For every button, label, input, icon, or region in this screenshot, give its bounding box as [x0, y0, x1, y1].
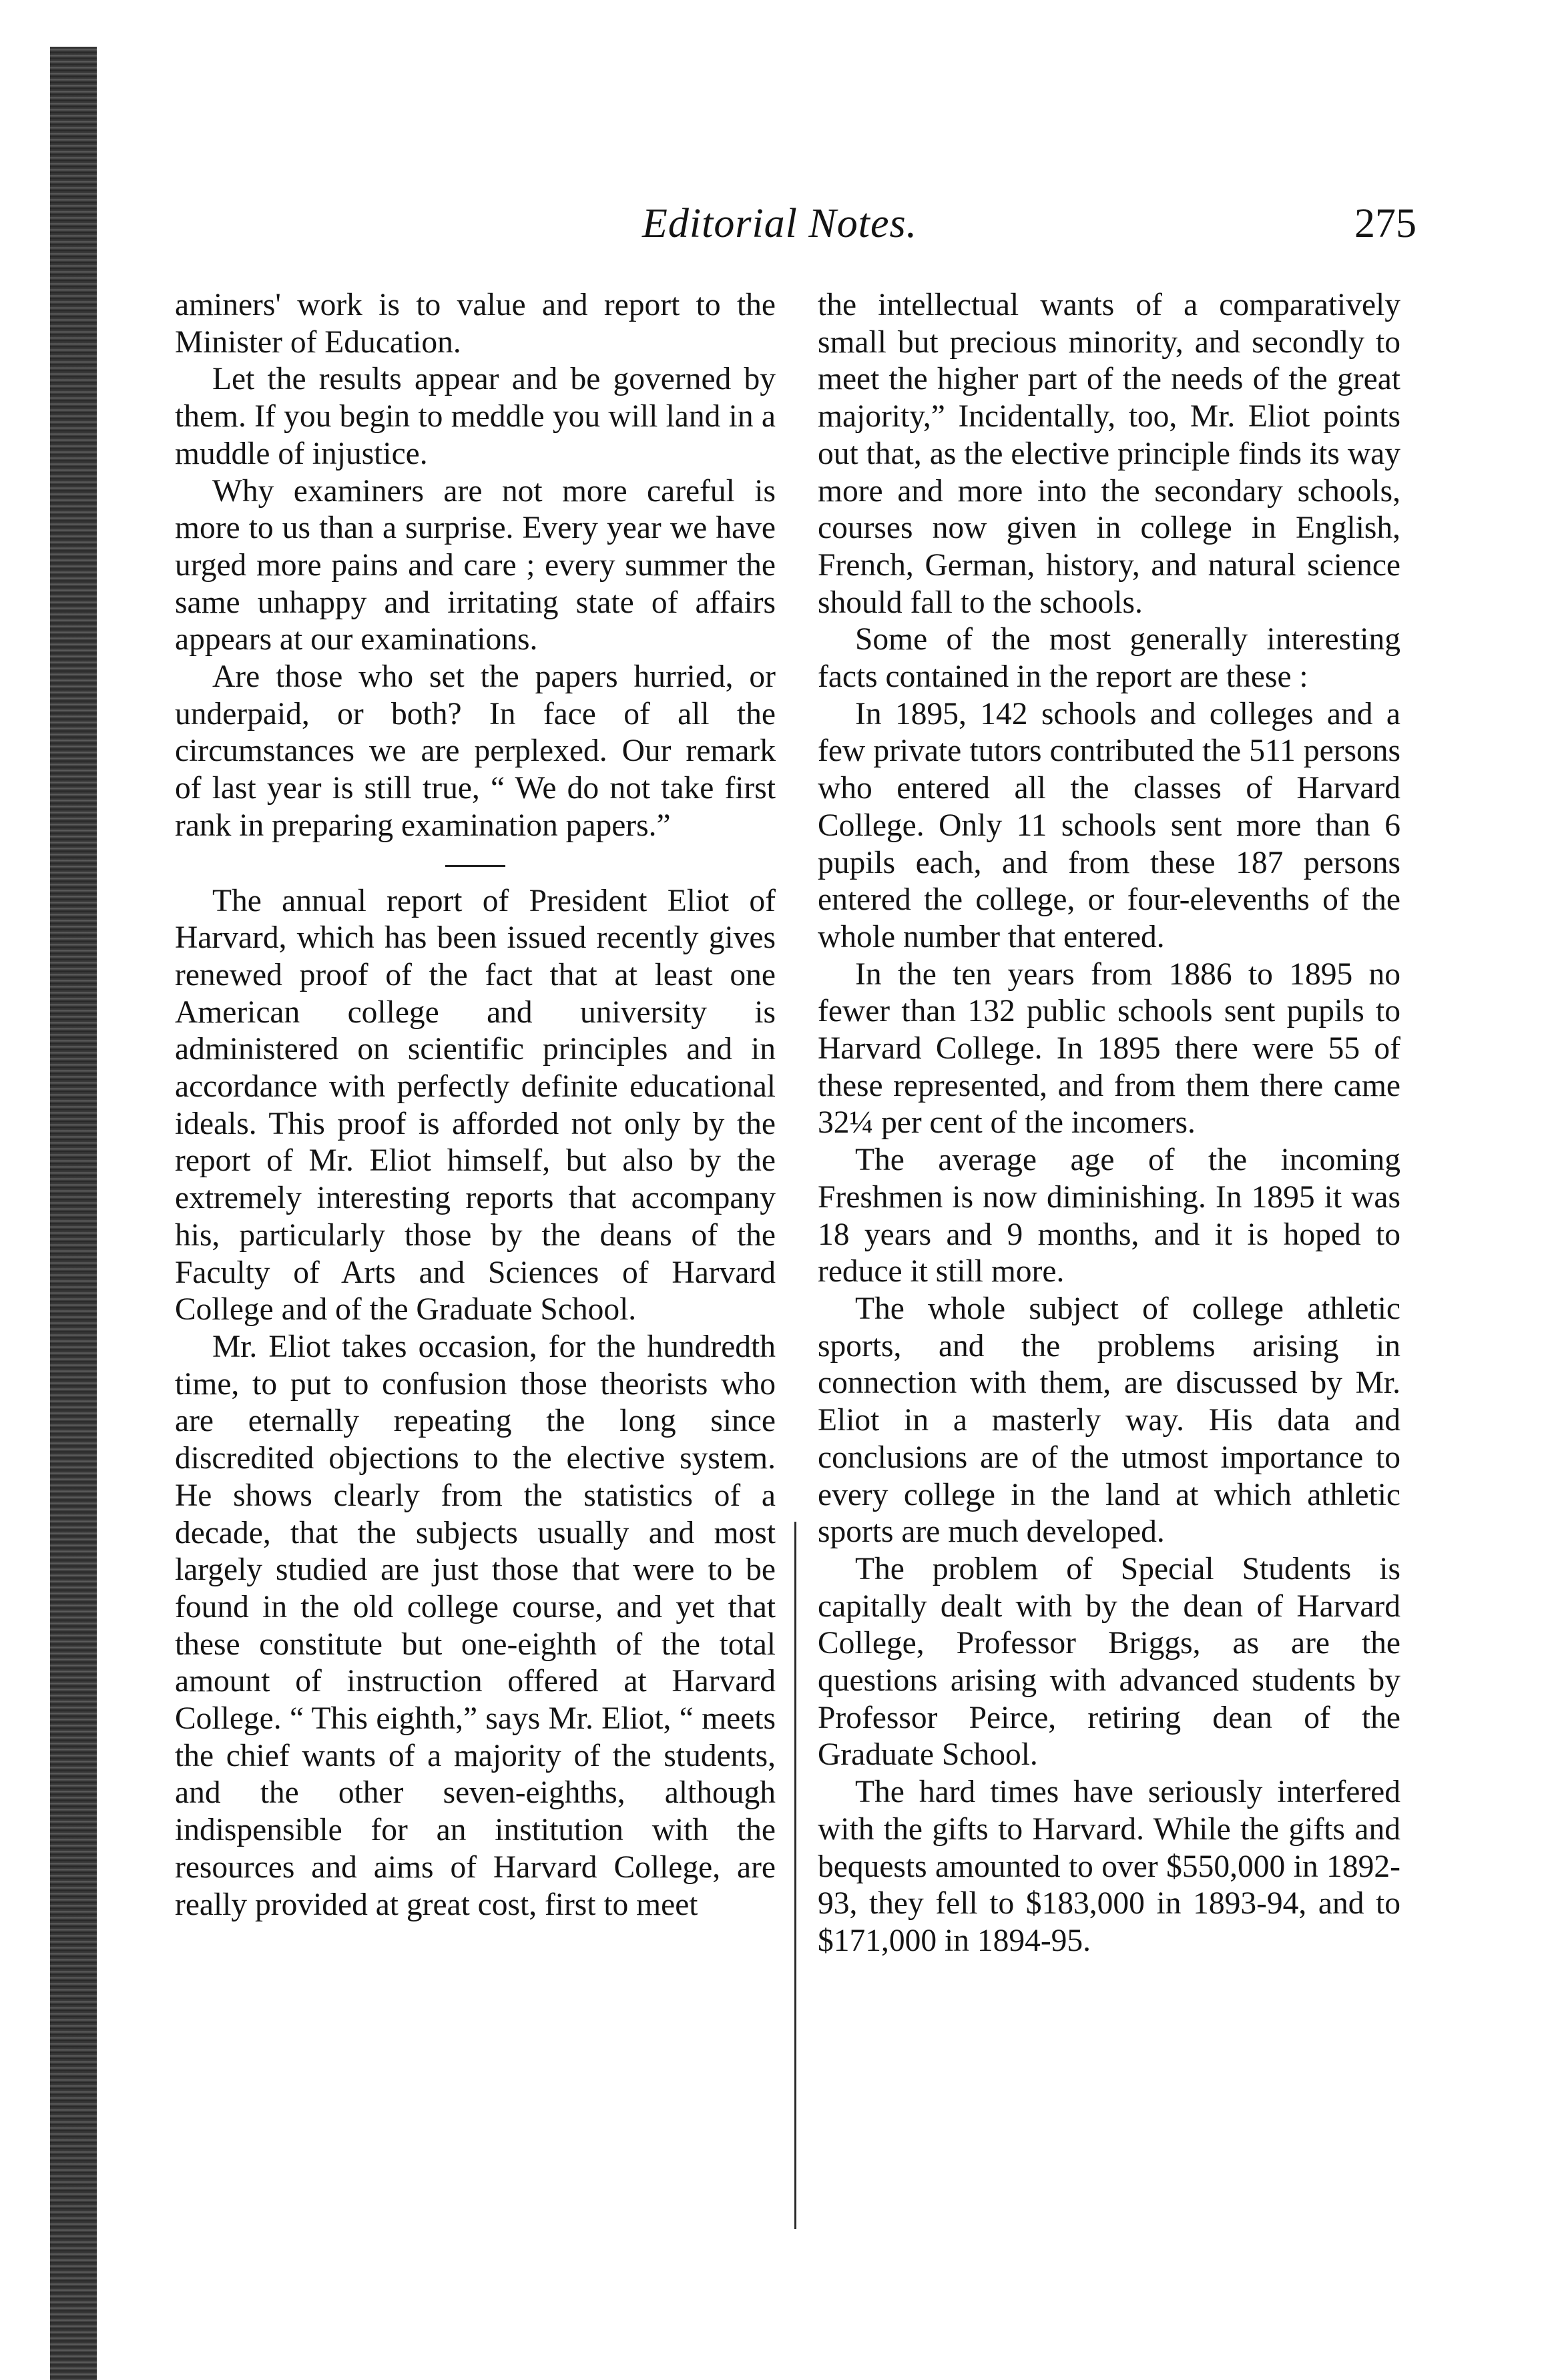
paragraph: Mr. Eliot takes occasion, for the hundredth time, to put to confusion those theorists who are eternally repeating the long since discredited objections to the elective system. He shows clearly from the statistics of a decade, that the subjects usually and most largely studied are just those that were to be found in the old college course, and yet that these constitute but one-eighth of the total amount of instruction offered at Harvard College. “ This eighth,” says Mr. Eliot, “ meets the chief wants of a majority of the students, and the other seven-eighths, although indispensible for an institution with the resources and aims of Harvard College, are really provided at great cost, first to meet [175, 1329, 776, 1922]
column-rule [794, 1522, 796, 2229]
paragraph: aminers' work is to value and report to the Minister of Education. [175, 288, 776, 360]
paragraph: The hard times have seriously interfered with the gifts to Harvard. While the gifts and bequests amounted to over $550,000 in 1892-93, they fell to $183,000 in 1893-94, and to $171,000 in 1894-95. [818, 1775, 1400, 1958]
running-head: Editorial Notes. [642, 201, 918, 246]
paragraph: Why examiners are not more careful is more to us than a surprise. Every year we have urged more pains and care ; every summer the same unhappy and irritating state of affairs appears at our examinations. [175, 473, 776, 657]
left-column [175, 287, 776, 1923]
paragraph: The average age of the incoming Freshmen is now diminishing. In 1895 it was 18 years and 9 months, and it is hoped to reduce it still more. [818, 1143, 1400, 1289]
section-divider [445, 865, 505, 867]
paragraph: In the ten years from 1886 to 1895 no fewer than 132 public schools sent pupils to Harvard College. In 1895 there were 55 of these represented, and from them there came 32¼ per cent of the incomers. [818, 956, 1400, 1141]
paragraph: The annual report of President Eliot of Harvard, which has been issued recently gives renewed proof of the fact that at least one American college and university is administered on scientific principles and in accordance with perfectly definite educational ideals. This proof is afforded not only by the report of Mr. Eliot himself, but also by the extremely interesting reports that accompany his, particularly those by the deans of the Faculty of Arts and Sciences of Harvard College and of the Graduate School. [175, 883, 776, 1327]
paragraph: the intellectual wants of a comparatively small but precious minority, and secondly to meet the higher part of the needs of the great majority,” Incidentally, too, Mr. Eliot points out that, as the elective principle finds its way more and more into the secondary schools, courses now given in college in English, French, German, history, and natural science should fall to the schools. [818, 288, 1400, 620]
right-column [818, 287, 1400, 1960]
page-header [175, 200, 1416, 260]
page-number: 275 [1354, 201, 1416, 246]
page-binding-edge [50, 47, 97, 2380]
paragraph: In 1895, 142 schools and colleges and a few private tutors contributed the 511 persons who entered all the classes of Harvard College. Only 11 schools sent more than 6 pupils each, and from these 187 persons entered the college, or four-elevenths of the whole number that entered. [818, 696, 1400, 954]
paragraph: Let the results appear and be governed by them. If you begin to meddle you will land in a muddle of injustice. [175, 362, 776, 471]
paragraph: Some of the most generally interesting facts contained in the report are these : [818, 622, 1400, 695]
paragraph: The whole subject of college athletic sports, and the problems arising in connection with them, are discussed by Mr. Eliot in a masterly way. His data and conclusions are of the utmost importance to every college in the land at which athletic sports are much developed. [818, 1291, 1400, 1550]
paragraph: The problem of Special Students is capitally dealt with by the dean of Harvard College, Professor Briggs, as are the questions arising with advanced students by Professor Peirce, retiring dean of the Graduate School. [818, 1551, 1400, 1773]
paragraph: Are those who set the papers hurried, or underpaid, or both? In face of all the circumstances we are perplexed. Our remark of last year is still true, “ We do not take first rank in preparing examination papers.” [175, 659, 776, 843]
